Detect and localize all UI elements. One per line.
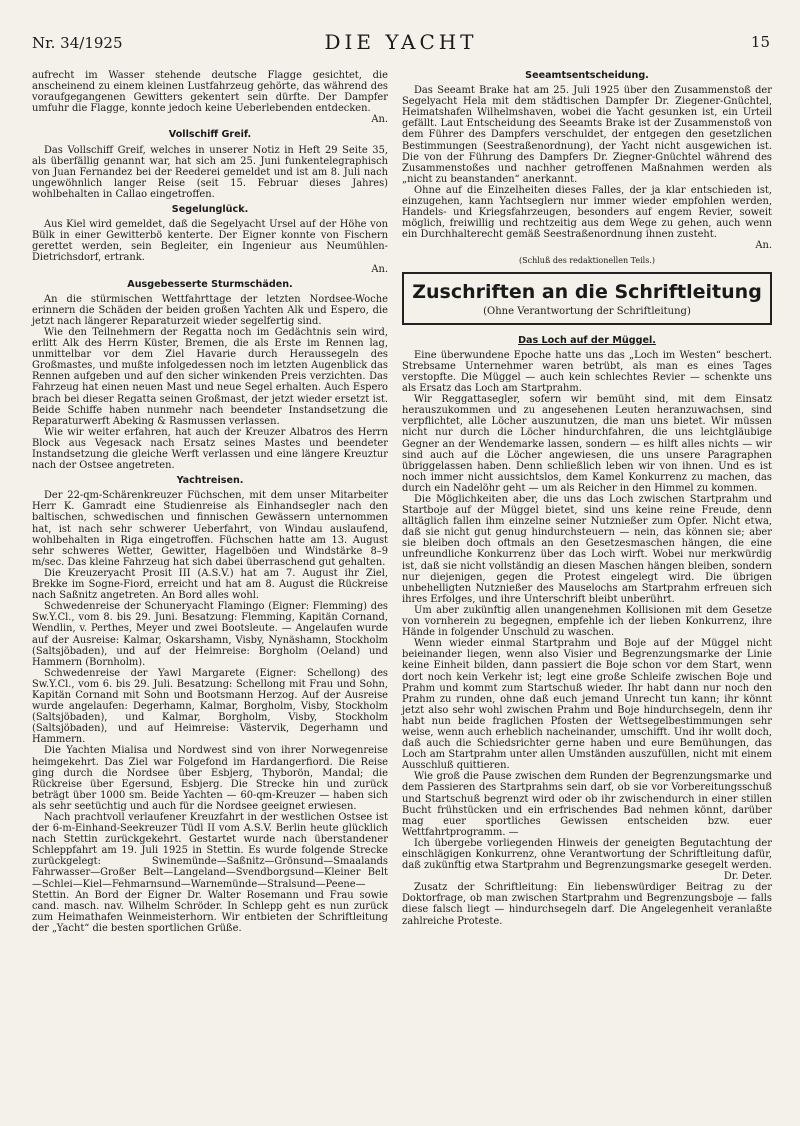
paragraph-yacht-1: Der 22-qm-Schärenkreuzer Füchschen, mit dem unser Mitarbeiter Herr K. Gamradt eine Studienreise als Einhandsegler nach den baltischen, schwedischen und finnischen Gewässern unternommen hat, ist nach sehr schwerer Ueberfahrt, von Windau auslaufend, wohlbehalten in Riga eingetroffen. Füchschen hatte am 13. August sehr schweres Wetter, Gewitter, Hagelböen und Windstärke 8–9 m/sec. Das kleine Fahrzeug hat sich dabei überraschend gut gehalten. bbox=[32, 490, 388, 568]
signature-seeamt: An. bbox=[755, 240, 772, 252]
letters-box-subtitle: (Ohne Verantwortung der Schriftleitung) bbox=[483, 305, 691, 317]
letters-box bbox=[402, 272, 772, 325]
paragraph-loch-4: Um aber zukünftig allen unangenehmen Kollisionen mit dem Gesetze von vornherein zu begegnen, empfehle ich der lieben Konkurrenz, ihre Hände in folgender Unschuld zu waschen. bbox=[402, 604, 772, 639]
paragraph-yacht-2: Die Kreuzeryacht Prosit III (A.S.V.) hat am 7. August ihr Ziel, Brekke im Sogne-Fiord, erreicht und hat am 8. August die Rückreise nach Saßnitz angetreten. An Bord alles wohl. bbox=[32, 567, 388, 602]
journal-title: DIE YACHT bbox=[324, 30, 478, 54]
signature-segelungluck: An. bbox=[371, 263, 388, 275]
page-number: 15 bbox=[750, 33, 770, 51]
paragraph-sturm-2: Wie den Teilnehmern der Regatta noch im Gedächtnis sein wird, erlitt Alk des Herrn Küster, Bremen, die als Erste im Rennen lag, unmittelbar vor dem Ziel Havarie durch Heraussegeln des Großmastes, und mußte infolgedessen noch im letzten Augenblick das Rennen aufgeben und auf den sicher winkenden Preis verzichten. Das Fahrzeug hat einen neuen Mast und neue Segel erhalten. Auch Espero brach bei dieser Regatta seinen Großmast, der jetzt wieder ersetzt ist. Beide Schiffe haben nunmehr nach beendeter Instandsetzung die Reparaturwerft Abeking & Rasmussen verlassen. bbox=[32, 326, 388, 427]
paragraph-seeamt-2: Ohne auf die Einzelheiten dieses Falles, der ja klar entschieden ist, einzugehen, kann Yachtseglern nur immer wieder empfohlen werden, Handels- und Kriegsfahrzeugen, besonders auf engem Revier, soweit möglich, freiwillig und rechtzeitig aus dem Wege zu gehen, auch wenn ein Durchhalterecht gemäß Seestraßenordnung ihnen zusteht. bbox=[402, 184, 772, 241]
intro-signature: An. bbox=[371, 114, 388, 126]
paragraph-segelungluck: Aus Kiel wird gemeldet, daß die Segelyacht Ursel auf der Höhe von Bülk in einer Gewitterbö kenterte. Der Eigner konnte von Fischern gerettet werden, sein Begleiter, ein Ingenieur aus Neumühlen-Dietrichsdorf, ertrank. bbox=[32, 219, 388, 264]
letters-box-title: Zuschriften an die Schriftleitung bbox=[412, 280, 762, 303]
paragraph-greif: Das Vollschiff Greif, welches in unserer Notiz in Heft 29 Seite 35, als überfällig genannt war, hat sich am 25. Juni funkentelegraphisch von Juan Fernandez bei der Reederei gemeldet und ist am 8. Juli nach ungewöhnlich langer Reise (seit 15. Februar dieses Jahres) wohlbehalten in Callao eingetroffen. bbox=[32, 144, 388, 200]
paragraph-yacht-5: Die Yachten Mialisa und Nordwest sind von ihrer Norwegenreise heimgekehrt. Das Ziel war Folgefond im Hardangerfiord. Die Reise ging durch die Nordsee über Esbjerg, Thyborön, Mandal; die Rückreise über Egersund, Esbjerg. Die Strecke hin und zurück beträgt über 1000 sm. Beide Yachten — 60-qm-Kreuzer — haben sich als sehr seetüchtig und auch für die Nordsee geeignet erwiesen. bbox=[32, 745, 388, 812]
paragraph-loch-5: Wenn wieder einmal Startprahm und Boje auf der Müggel nicht beieinander liegen, wenn also Visier und Begrenzungsmarke der Linie keine Einheit bilden, dann passiert die Boje schon vor dem Start, wenn dort noch kein Verkehr ist; legt eine große Schleife zwischen Boje und Prahm und kommt zum Startschuß wieder. Ihr habt dann nur noch den Prahm zu runden, ohne daß euch jemand Unrecht tun kann; ihr könnt jetzt also sehr wohl zwischen Prahm und Boje hindurchsegeln, denn ihr habt nun beide fraglichen Pfosten der Wettsegelbestimmungen sehr weise, wenn auch erheblich nacheinander, umschifft. Und ihr wollt doch, daß auch die Schiedsrichter gerne haben und eure Bemühungen, das Loch am Startprahm unter allen Umständen auszufüllen, nicht mit einem Ausschluß quittieren. bbox=[402, 638, 772, 772]
issue-number: Nr. 34/1925 bbox=[32, 34, 123, 52]
paragraph-loch-2: Wir Reggattasegler, sofern wir bemüht sind, mit dem Einsatz herauszukommen und zu angesehenen Leuten heranzuwachsen, sind verpflichtet, alle Löcher auszunutzen, die man uns bietet. Wir müssen nicht nur durch die Löcher hindurchfahren, die uns leichtgläubige Gegner an der Wendemarke lassen, sondern — es hilft alles nichts — wir sind auch auf die Löcher angewiesen, die uns unsere Paragraphen übriggelassen haben. Denn schließlich leben wir von ihnen. Und es ist noch immer nicht aussichtslos, dem Kamel Konkurrenz zu machen, das durch ein Nadelöhr geht — um als Reicher in den Himmel zu kommen. bbox=[402, 394, 772, 494]
paragraph-loch-6: Wie groß die Pause zwischen dem Runden der Begrenzungsmarke und dem Passieren des Startprahms sein darf, ob sie vor Vorbereitungsschuß und Startschuß begrenzt wird oder ob ihr zwischendurch in einer stillen Bucht frühstücken und ein erfrischendes Bad nehmen könnt, darüber mag euer sportliches Gewissen entscheiden bzw. euer Wettfahrtprogramm. — bbox=[402, 771, 772, 838]
heading-sturmschaeden: Ausgebesserte Sturmschäden. bbox=[127, 278, 293, 290]
heading-loch: Das Loch auf der Müggel. bbox=[518, 334, 656, 346]
paragraph-yacht-3: Schwedenreise der Schuneryacht Flamingo (Eigner: Flemming) des Sw.Y.Cl., vom 8. bis 29. Juni. Besatzung: Flemming, Kapitän Cornand, Wendlin, v. Perthes, Meyer und zwei Bootsleute. — Angelaufen wurde auf der Ausreise: Kalmar, Oskarshamn, Visby, Nynäshamn, Stockholm (Saltsjöbaden), und auf der Heimreise: Borgholm (Oeland) und Hammern (Bornholm). bbox=[32, 601, 388, 668]
paragraph-loch-3: Die Möglichkeiten aber, die uns das Loch zwischen Startprahm und Startboje auf der Müggel bietet, sind uns keine reine Freude, denn alltäglich fallen ihm einzelne seiner Nutznießer zum Opfer. Nicht etwa, daß sie nicht gut genug hindurchsteuern — nein, das können sie; aber sie bleiben doch oftmals an den Gesetzesmaschen hängen, die eine unfreundliche Konkurrenz über das Loch wirft. Wobei nur merkwürdig ist, daß sie nicht vollständig an diesen Maschen hängen bleiben, sondern nur diejenigen, gegen die Protest eingelegt wird. Die übrigen unbehelligten Nutznießer des Mauselochs am Startprahm erfreuen sich ihres Erfolges, und ihre Unterschrift bleibt unberührt. bbox=[402, 494, 772, 605]
paragraph-sturm-1: An die stürmischen Wettfahrttage der letzten Nordsee-Woche erinnern die Schäden der beiden großen Yachten Alk und Espero, die jetzt nach längerer Reparaturzeit wieder segelfertig sind. bbox=[32, 293, 388, 327]
heading-yachtreisen: Yachtreisen. bbox=[176, 475, 244, 487]
right-column bbox=[402, 70, 772, 927]
paragraph-loch-7: Ich übergebe vorliegenden Hinweis der geneigten Begutachtung der einschlägigen Konkurrenz, ohne Verantwortung der Schriftleitung dafür, daß zukünftig etwa Startprahm und Begrenzungsmarke gesegelt werden. bbox=[402, 837, 772, 872]
heading-greif: Vollschiff Greif. bbox=[168, 129, 252, 141]
left-column bbox=[32, 70, 388, 934]
paragraph-zusatz: Zusatz der Schriftleitung: Ein liebenswürdiger Beitrag zu der Doktorfrage, ob man zwischen Startprahm und Begrenzungsboje — falls diese falsch liegt — hindurchsegeln darf. Die Angelegenheit veranlaßte zahlreiche Proteste. bbox=[402, 882, 772, 927]
page-header bbox=[32, 30, 770, 54]
heading-seeamt: Seeamtsentscheidung. bbox=[525, 70, 649, 81]
intro-paragraph: aufrecht im Wasser stehende deutsche Flagge gesichtet, die anscheinend zu einem kleinen Lustfahrzeug gehörte, das während des voraufgegangenen Gewitters gekentert sein dürfte. Der Dampfer umfuhr die Flagge, konnte jedoch keine Ueberlebenden entdecken. bbox=[32, 70, 388, 115]
paragraph-yacht-4: Schwedenreise der Yawl Margarete (Eigner: Schellong) des Sw.Y.Cl., vom 6. bis 29. Juli. Besatzung: Schellong mit Frau und Sohn, Kapitän Cornand mit Sohn und Bootsmann Herzog. Auf der Ausreise wurde angelaufen: Degerhamn, Kalmar, Borgholm, Visby, Stockholm (Saltsjöbaden), und Kalmar, Borgholm, Visby, Stockholm (Saltsjöbaden), und auf Heimreise: Västervik, Degerhamn und Hammern. bbox=[32, 667, 388, 746]
editorial-end-note: (Schluß des redaktionellen Teils.) bbox=[519, 255, 655, 265]
paragraph-yacht-6: Nach prachtvoll verlaufener Kreuzfahrt in der westlichen Ostsee ist der 6-m-Einhand-Seekreuzer Tüdl II vom A.S.V. Berlin heute glücklich nach Stettin zurückgekehrt. Gestartet wurde nach überstandener Schleppfahrt am 19. Juli 1925 in Stettin. Es wurde folgende Strecke zurückgelegt: Swinemünde—Saßnitz—Grönsund—Smaalands Fahrwasser—Großer Belt—Langeland—Svendborgsund—Kleiner Belt—Schlei—Kiel—Fehmarnsund—Warnemünde—Stralsund—Peene—Stettin. An Bord der Eigner Dr. Walter Rosemann und Frau sowie cand. masch. nav. Wilhelm Schröder. In Schlepp geht es nun zurück zum Heimathafen Weinmeisterhorn. Wir entbieten der Schriftleitung der „Yacht“ die besten sportlichen Grüße. bbox=[32, 812, 388, 934]
heading-segelungluck: Segelunglück. bbox=[171, 204, 249, 216]
paragraph-seeamt-1: Das Seeamt Brake hat am 25. Juli 1925 über den Zusammenstoß der Segelyacht Hela mit dem städtischen Dampfer Dr. Ziegener-Gnüchtel, Heimatshafen Wilhelmshaven, wobei die Yacht gesunken ist, ein Urteil gefällt. Laut Entscheidung des Seeamts Brake ist der Zusammenstoß von dem Führer des Dampfers verschuldet, der entgegen den gesetzlichen Bestimmungen (Seestraßenordnung), der Yacht nicht ausgewichen ist. Die von der Führung des Dampfers Dr. Ziegner-Gnüchtel während des Zusammenstoßes und nachher getroffenen Maßnahmen werden als „nicht zu beanstanden“ anerkannt. bbox=[402, 85, 772, 185]
signature-loch: Dr. Deter. bbox=[723, 871, 772, 883]
paragraph-sturm-3: Wie wir weiter erfahren, hat auch der Kreuzer Albatros des Herrn Block aus Vegesack nach Ersatz seines Mastes und beendeter Instandsetzung die gleiche Werft verlassen und eine längere Kreuztur nach der Ostsee angetreten. bbox=[32, 426, 388, 472]
paragraph-loch-1: Eine überwundene Epoche hatte uns das „Loch im Westen“ beschert. Strebsame Unternehmer waren betrübt, als man es eines Tages verstopfte. Die Müggel — auch kein schlechtes Revier — schenkte uns als Ersatz das Loch am Startprahm. bbox=[402, 349, 772, 395]
